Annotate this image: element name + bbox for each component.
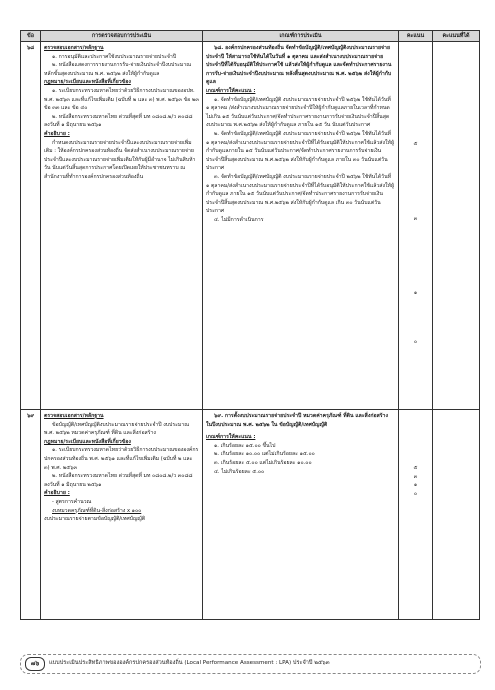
law-title: กฎหมาย/ระเบียบและหนังสือที่เกี่ยวข้อง <box>44 438 131 445</box>
row-number: ๖๘ <box>21 42 41 410</box>
criteria-item: ๓. จัดทำข้อบัญญัติ/เทศบัญญัติ งบประมาณรายจ่ายประจำปี ๒๕๖๒ ใช้ทันได้วันที่ ๑ ตุลาคม/ส่งสำเนางบประมาณรายจ่ายประจำปีที่ได้รับอนุมัติให้ประกาศใช้แล้วส่งให้ผู้กำกับดูแล ภายใน ๑๕ วันนับแต่วันประกาศ/จัดทำประกาศรายงานการรับจ่ายเงินประจำปีสิ้นสุดงบประมาณ พ.ศ.๒๕๖๒ ส่งให้กับผู้กำกับดูแล เกิน ๓๐ วันนับแต่วันประกาศ <box>206 173 394 215</box>
footer-text: แบบประเมินประสิทธิภาพขององค์กรปกครองส่วนท้องถิ่น (Local Performance Assessment : LPA) ประจำปี ๒๕๖๓ <box>49 660 330 666</box>
note-line: กำหนดงบประมาณรายจ่ายประจำปีและงบประมาณรายจ่ายเพิ่มเติม : ให้องค์กรปกครองส่วนท้องถิ่น จัดส่งสำเนางบประมาณรายจ่ายประจำปีและงบประมาณรายจ่ายเพิ่มเติมให้กับผู้มีอำนาจ ไม่เกินสิบห้าวัน นับแต่วันสิ้นสุดการประกาศโดยเปิดเผยให้ประชาชนทราบ ณ สำนักงานที่ทำการองค์กรปกครองส่วนท้องถิ่น <box>44 139 196 180</box>
assessment-table <box>20 30 480 620</box>
score-cell <box>399 42 433 410</box>
note-line: - สูตรการคำนวณ <box>52 498 92 505</box>
table-header-row <box>21 31 480 42</box>
score-value: ๐ <box>413 490 418 497</box>
law-title: กฎหมาย/ระเบียบและหนังสือที่เกี่ยวข้อง <box>44 79 131 86</box>
score-cell <box>399 410 433 620</box>
doc-title: ตรวจสอบเอกสาร/หลักฐาน <box>44 413 104 419</box>
score-value: ๕ <box>413 465 418 471</box>
earned-cell <box>433 42 480 410</box>
law-line: ๑. ระเบียบกระทรวงมหาดไทยว่าด้วยวิธีการงบประมาณของอปท. พ.ศ. ๒๕๖๓ และที่แก้ไขเพิ่มเติม (ฉบับที่ ๒ และ ๓) พ.ศ. ๒๕๖๓ ข้อ ๒๓ ข้อ ๓๓ และ ข้อ ๔๐ <box>44 87 199 112</box>
criteria-cell <box>203 410 399 620</box>
score-value: ๑ <box>413 290 418 297</box>
header-score: คะแนน <box>399 31 433 42</box>
doc-line: ๑. การอนุมัติและประกาศใช้งบประมาณรายจ่ายประจำปี <box>52 53 177 60</box>
criteria-subtitle: เกณฑ์การให้คะแนน : <box>206 87 256 94</box>
header-earned: คะแนนที่ได้ <box>433 31 480 42</box>
criteria-subtitle: เกณฑ์การให้คะแนน : <box>206 434 256 441</box>
score-value: ๐ <box>413 338 418 345</box>
doc-line: ข้อบัญญัติ/เทศบัญญัติงบประมาณรายจ่ายประจำปี งบประมาณ พ.ศ. ๒๕๖๒ หมวดค่าครุภัณฑ์ ที่ดิน และสิ่งก่อสร้าง <box>44 421 190 437</box>
documents-cell <box>41 42 203 410</box>
criteria-item: ๒. เกินร้อยละ ๑๐.๐๐ แต่ไม่เกินร้อยละ ๑๕.๐๐ <box>214 451 315 458</box>
page-number: ๗๖ <box>25 657 45 671</box>
row-number: ๖๙ <box>21 410 41 620</box>
criteria-title: ๖๘. องค์กรปกครองส่วนท้องถิ่น จัดทำข้อบัญญัติ/เทศบัญญัติงบประมาณรายจ่ายประจำปี ให้สามารถใช้ทันได้ในวันที่ ๑ ตุลาคม และส่งสำเนางบประมาณรายจ่ายประจำปีที่ได้รับอนุมัติให้ประกาศใช้ แล้วส่งให้ผู้กำกับดูแล และจัดทำประกาศรายงานการรับ-จ่ายเงินประจำปีงบประมาณ หลังสิ้นสุดงบประมาณ พ.ศ. ๒๕๖๒ ส่งให้ผู้กำกับดูแล <box>206 45 392 86</box>
criteria-cell <box>203 42 399 410</box>
criteria-item: ๑. จัดทำข้อบัญญัติ/เทศบัญญัติ งบประมาณรายจ่ายประจำปี ๒๕๖๒ ใช้ทันได้วันที่ ๑ ตุลาคม /ส่งสำเนางบประมาณรายจ่ายประจำปีให้ผู้กำกับดูแลภายในเวลาที่กำหนด ไม่เกิน ๑๕ วันนับแต่วันประกาศ/จัดทำประกาศรายงานการรับจ่ายเงินประจำปีสิ้นสุดงบประมาณ พ.ศ.๒๕๖๒ ส่งให้ผู้กำกับดูแล ภายใน ๑๕ วัน นับแต่วันประกาศ <box>206 96 391 129</box>
table-row <box>21 410 480 620</box>
earned-cell <box>433 410 480 620</box>
doc-title: ตรวจสอบเอกสาร/หลักฐาน <box>44 45 104 51</box>
table-row <box>21 42 480 410</box>
criteria-item: ๑. เกินร้อยละ ๑๕.๐๐ ขึ้นไป <box>214 442 276 449</box>
criteria-title: ๖๙. การตั้งงบประมาณรายจ่ายประจำปี หมวดค่าครุภัณฑ์ ที่ดิน และสิ่งก่อสร้าง ในปีงบประมาณ พ.ศ. ๒๕๖๒ ใน ข้อบัญญัติ/เทศบัญญัติ <box>206 413 389 428</box>
score-value: ๑ <box>413 482 418 489</box>
criteria-item: ๔. ไม่เกินร้อยละ ๕.๐๐ <box>214 468 265 475</box>
score-value: ๓ <box>413 473 418 480</box>
score-value: ๕ <box>413 141 418 147</box>
score-value: ๓ <box>413 215 418 222</box>
formula-numerator: งบหมวดครุภัณฑ์ที่ดิน-สิ่งก่อสร้าง x ๑๐๐ <box>52 507 142 514</box>
doc-line: ๒. หนังสือแสดงการรายงานการรับ-จ่ายเงินประจำปีงบประมาณ หลักขั้นสุดงบประมาณ พ.ศ. ๒๕๖๒ ส่งให้ผู้กำกับดูแล <box>44 62 192 77</box>
law-line: ๑. ระเบียบกระทรวงมหาดไทยว่าด้วยวิธีการงบประมาณขององค์กรปกครองส่วนท้องถิ่น พ.ศ. ๒๕๖๑ และที่แก้ไขเพิ่มเติม (ฉบับที่ ๒ และ ๓) พ.ศ. ๒๕๖๓ <box>44 447 199 471</box>
note-title: คำอธิบาย : <box>44 490 70 497</box>
note-title: คำอธิบาย : <box>44 130 70 137</box>
header-docs: การตรวจสอบการประเมิน <box>41 31 203 42</box>
formula-denominator: งบประมาณรายจ่ายตามข้อบัญญัติ/เทศบัญญัติ <box>44 516 146 523</box>
criteria-item: ๔. ไม่มีการดำเนินการ <box>214 216 264 223</box>
header-no: ข้อ <box>21 31 41 42</box>
page-footer <box>20 654 481 674</box>
criteria-item: ๒. จัดทำข้อบัญญัติ/เทศบัญญัติ งบประมาณรายจ่ายประจำปี ๒๕๖๒ ใช้ทันได้วันที่ ๑ ตุลาคม/ส่งสำเนางบประมาณรายจ่ายประจำปีที่ได้รับอนุมัติให้ประกาศใช้แล้วส่งให้ผู้กำกับดูแลภายใน ๑๕ วันนับแต่วันประกาศ/จัดทำประกาศรายงานการรับจ่ายเงินประจำปีสิ้นสุดงบประมาณ พ.ศ.๒๕๖๒ ส่งให้กับผู้กำกับดูแล ภายใน ๓๐ วันนับแต่วันประกาศ <box>206 130 394 172</box>
criteria-item: ๓. เกินร้อยละ ๕.๐๐ แต่ไม่เกินร้อยละ ๑๐.๐๐ <box>214 459 312 466</box>
documents-cell <box>41 410 203 620</box>
law-line: ๒. หนังสือกระทรวงมหาดไทย ด่วนที่สุดที่ มท ๐๘๐๘.๒/ว ๓๐๘๘ ลงวันที่ ๑ มิถุนายน ๒๕๖๑ <box>44 473 193 488</box>
law-line: ๒. หนังสือกระทรวงมหาดไทย ด่วนที่สุดที่ มท ๐๘๐๘.๒/ว ๓๐๘๘ ลงวันที่ ๑ มิถุนายน ๒๕๖๑ <box>44 113 193 129</box>
header-criteria: เกณฑ์การประเมิน <box>203 31 399 42</box>
